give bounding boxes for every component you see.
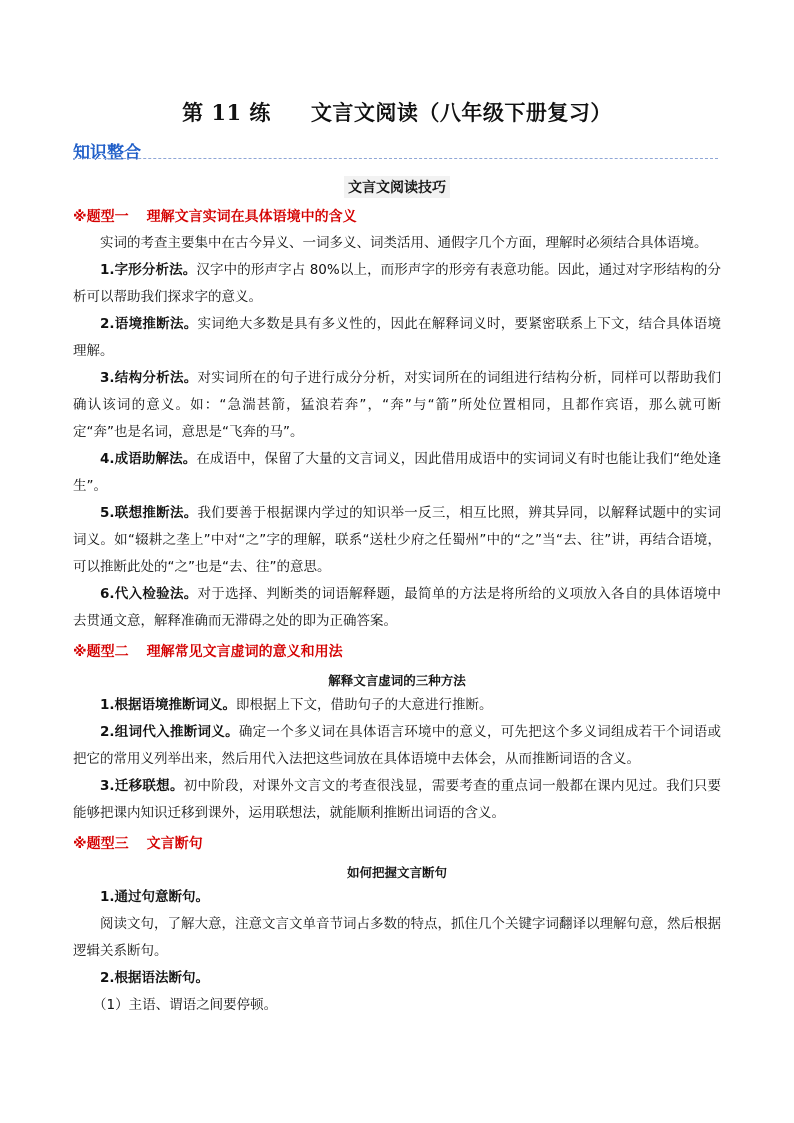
title-lesson-number: 第 11 练 [182, 100, 271, 125]
punctuation-step-2-sub-1: （1）主语、谓语之间要停顿。 [93, 997, 278, 1013]
question-type-3-heading: ※题型三 文言断句 [73, 836, 203, 852]
section-divider [73, 158, 718, 159]
page-title [0, 97, 794, 127]
block1-intro: 实词的考查主要集中在古今异义、一词多义、词类活用、通假字几个方面，理解时必须结合具体语境。 [100, 235, 708, 251]
punctuation-step-2: 2.根据语法断句。 [100, 970, 210, 986]
method-item-5: 5.联想推断法。我们要善于根据课内学过的知识举一反三，相互比照，辨其异同，以解释试题中的实词词义。如“辍耕之垄上”中对“之”字的理解，联系“送杜少府之任蜀州”中的“之”当“去、往”讲，再结合语境，可以推断此处的“之”也是“去、往”的意思。 [73, 505, 721, 575]
method-item-1: 1.字形分析法。汉字中的形声字占 80%以上，而形声字的形旁有表意功能。因此，通过对字形结构的分析可以帮助我们探求字的意义。 [73, 262, 722, 305]
title-topic: 文言文阅读（八年级下册复习） [310, 100, 612, 125]
section-heading: 知识整合 [73, 143, 141, 163]
punctuation-step-1-text: 阅读文句，了解大意，注意文言文单音节词占多数的特点，抓住几个关键字词翻译以理解句意，然后根据逻辑关系断句。 [73, 916, 721, 959]
function-word-method-3: 3.迁移联想。初中阶段，对课外文言文的考查很浅显，需要考查的重点词一般都在课内见过。我们只要能够把课内知识迁移到课外，运用联想法，就能顺利推断出词语的含义。 [73, 778, 722, 821]
method-item-3: 3.结构分析法。对实词所在的句子进行成分分析，对实词所在的词组进行结构分析，同样可以帮助我们确认该词的意义。如：“急湍甚箭，猛浪若奔”，“奔”与“箭”所处位置相同，且都作宾语，那么就可断定“奔”也是名词，意思是“飞奔的马”。 [73, 370, 721, 440]
block2-heading: 解释文言虚词的三种方法 [328, 673, 466, 688]
question-type-2-heading: ※题型二 理解常见文言虚词的意义和用法 [73, 644, 343, 660]
method-item-2: 2.语境推断法。实词绝大多数是具有多义性的，因此在解释词义时，要紧密联系上下文，结合具体语境理解。 [73, 316, 721, 359]
question-type-1-heading: ※题型一 理解文言实词在具体语境中的含义 [73, 209, 357, 225]
function-word-method-2: 2.组词代入推断词义。确定一个多义词在具体语言环境中的意义，可先把这个多义词组成若干个词语或把它的常用义列举出来，然后用代入法把这些词放在具体语境中去体会，从而推断词语的含义。 [73, 724, 721, 767]
block3-heading: 如何把握文言断句 [346, 865, 447, 880]
function-word-method-1: 1.根据语境推断词义。即根据上下文，借助句子的大意进行推断。 [100, 697, 493, 713]
punctuation-step-1: 1.通过句意断句。 [100, 889, 210, 905]
method-item-4: 4.成语助解法。在成语中，保留了大量的文言词义，因此借用成语中的实词词义有时也能让我们“绝处逢生”。 [73, 451, 721, 494]
block1-heading: 文言文阅读技巧 [0, 176, 794, 198]
method-item-6: 6.代入检验法。对于选择、判断类的词语解释题，最简单的方法是将所给的义项放入各自的具体语境中去贯通文意，解释准确而无滞碍之处的即为正确答案。 [73, 586, 721, 629]
